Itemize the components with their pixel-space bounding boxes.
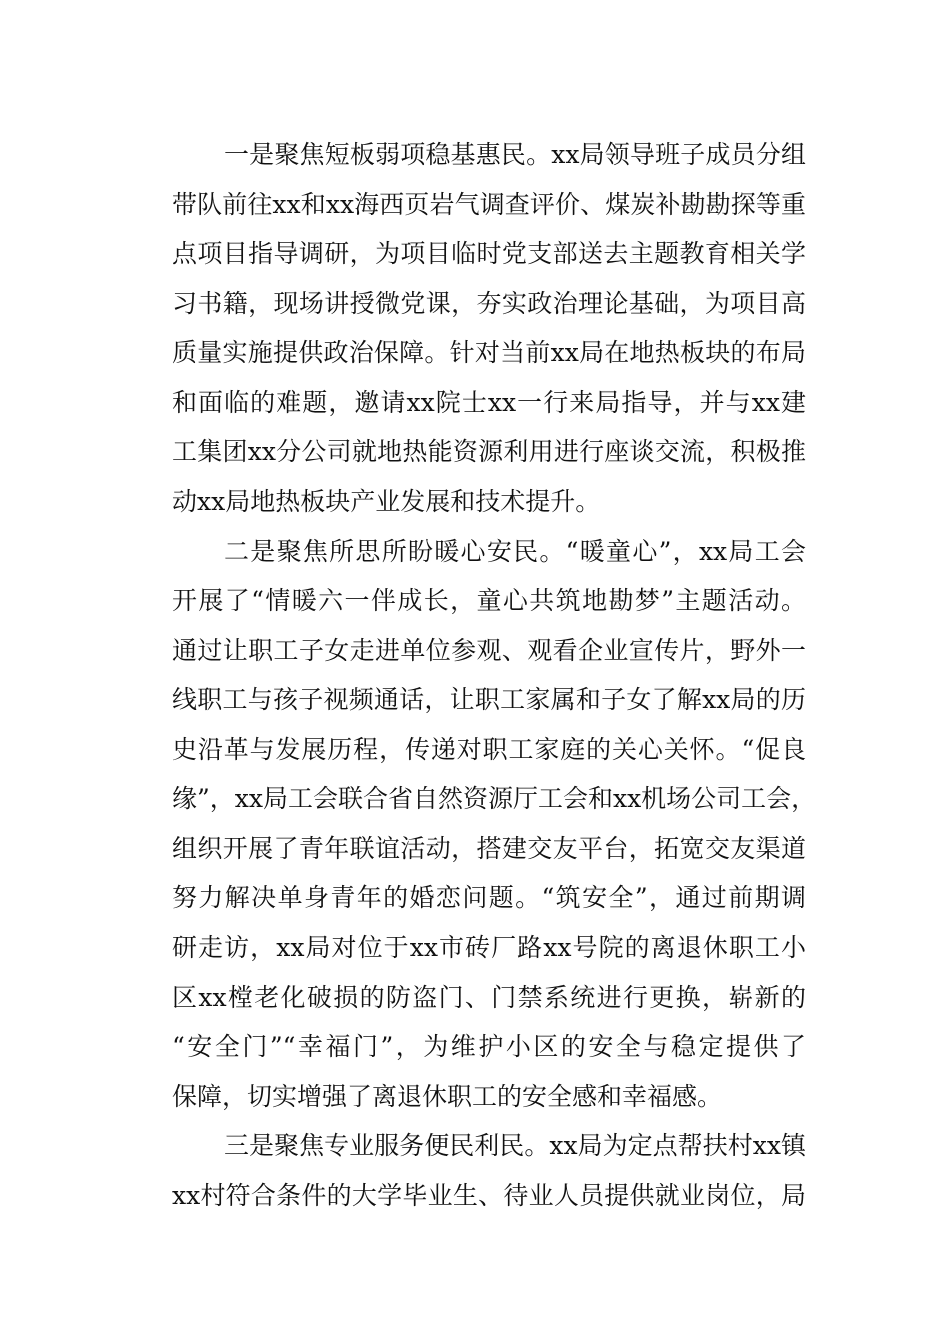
document-page	[172, 130, 817, 1220]
text-line: 努力解决单身青年的婚恋问题。“筑安全”，通过前期调	[172, 883, 806, 913]
text-line: 区xx樘老化破损的防盗门、门禁系统进行更换，崭新的	[172, 982, 806, 1012]
paragraph-1	[172, 130, 806, 527]
text-line: 三是聚焦专业服务便民利民。xx局为定点帮扶村xx镇	[224, 1131, 806, 1161]
text-line: 保障，切实增强了离退休职工的安全感和幸福感。	[172, 1081, 723, 1111]
text-line: 一是聚焦短板弱项稳基惠民。xx局领导班子成员分组	[224, 140, 806, 169]
text-line: 开展了“情暖六一伴成长，童心共筑地勘梦”主题活动。	[172, 586, 806, 616]
paragraph-2	[172, 527, 817, 1122]
text-line: xx村符合条件的大学毕业生、待业人员提供就业岗位，局	[172, 1180, 806, 1210]
text-line: 通过让职工子女走进单位参观、观看企业宣传片，野外一	[172, 635, 806, 665]
text-line: “安全门”“幸福门”，为维护小区的安全与稳定提供了	[172, 1032, 806, 1062]
text-line: 工集团xx分公司就地热能资源利用进行座谈交流，积极推	[172, 437, 806, 467]
text-line: 研走访，xx局对位于xx市砖厂路xx号院的离退休职工小	[172, 933, 806, 962]
text-line: 缘”，xx局工会联合省自然资源厅工会和xx机场公司工会，	[172, 784, 817, 814]
text-line: 组织开展了青年联谊活动，搭建交友平台，拓宽交友渠道	[172, 833, 806, 863]
text-line: 和面临的难题，邀请xx院士xx一行来局指导，并与xx建	[172, 387, 806, 417]
text-line: 线职工与孩子视频通话，让职工家属和子女了解xx局的历	[172, 685, 806, 715]
text-line: 习书籍，现场讲授微党课，夯实政治理论基础，为项目高	[172, 288, 806, 318]
paragraph-3	[172, 1121, 806, 1220]
text-line: 带队前往xx和xx海西页岩气调查评价、煤炭补勘勘探等重	[172, 189, 806, 219]
text-line: 点项目指导调研，为项目临时党支部送去主题教育相关学	[172, 239, 806, 269]
text-line: 史沿革与发展历程，传递对职工家庭的关心关怀。“促良	[172, 734, 806, 764]
text-line: 二是聚焦所思所盼暖心安民。“暖童心”，xx局工会	[224, 536, 806, 566]
text-line: 动xx局地热板块产业发展和技术提升。	[172, 486, 601, 516]
text-line: 质量实施提供政治保障。针对当前xx局在地热板块的布局	[172, 338, 806, 368]
